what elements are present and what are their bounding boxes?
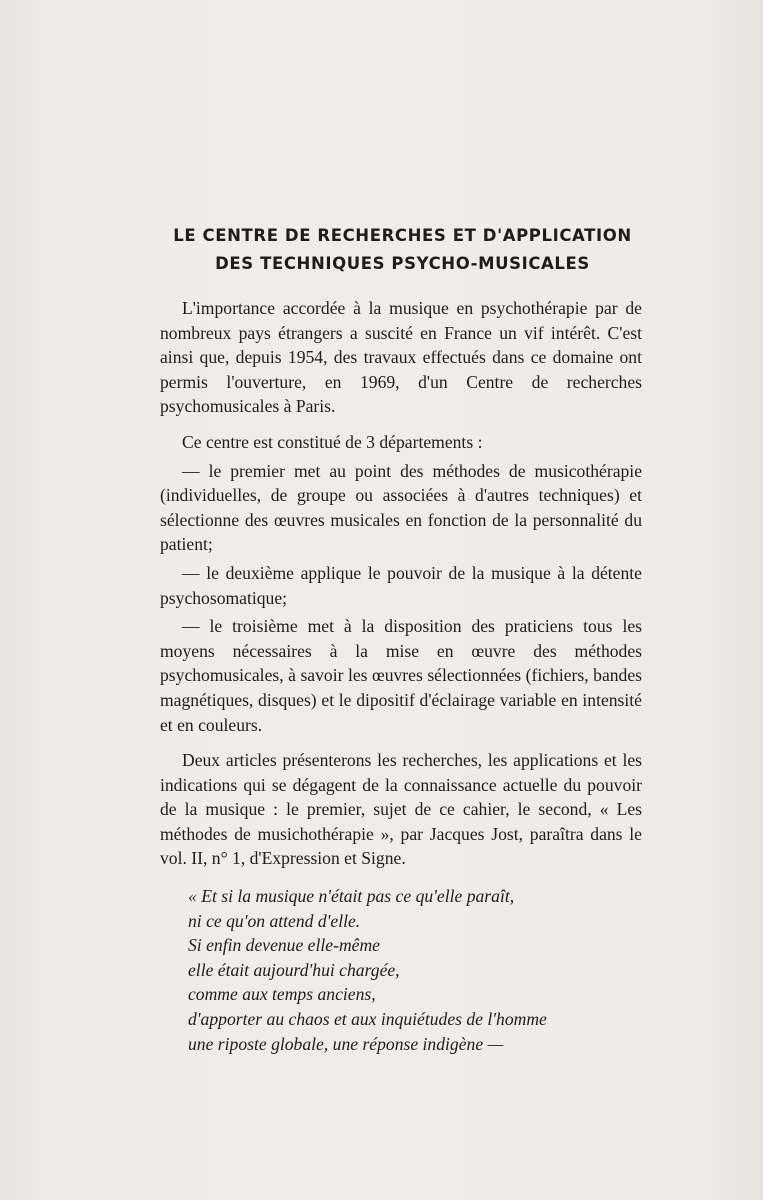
- poem-quote: [188, 884, 648, 1056]
- poem-line-7: une riposte globale, une réponse indigène —: [188, 1033, 504, 1054]
- article-title: [160, 222, 645, 278]
- department-item-3: — le troisième met à la disposition des praticiens tous les moyens nécessaires à la mise en œuvre des méthodes psychomusicales, à savoir les œuvres sélectionnées (fichiers, bandes magnétiques, disques) et le dipositif d'éclairage variable en intensité et en couleurs.: [160, 616, 642, 735]
- departments-intro: Ce centre est constitué de 3 départements :: [182, 431, 483, 452]
- poem-line-3: Si enfin devenue elle-même: [188, 935, 380, 956]
- intro-paragraph: L'importance accordée à la musique en psychothérapie par de nombreux pays étrangers a suscité en France un vif intérêt. C'est ainsi que, depuis 1954, des travaux effectués dans ce domaine ont permis l'ouverture, en 1969, d'un Centre de recherches psychomusicales à Paris.: [160, 298, 642, 417]
- poem-line-4: elle était aujourd'hui chargée,: [188, 959, 400, 980]
- department-item-1: — le premier met au point des méthodes de musicothérapie (individuelles, de groupe ou associées à d'autres techniques) et sélectionne des œuvres musicales en fonction de la personnalité du patient;: [160, 460, 642, 555]
- article-body: [160, 296, 642, 882]
- poem-line-1: « Et si la musique n'était pas ce qu'elle paraît,: [188, 886, 515, 906]
- closing-paragraph: Deux articles présenterons les recherches, les applications et les indications qui se dégagent de la connaissance actuelle du pouvoir de la musique : le premier, sujet de ce cahier, le second, « Les méthodes de musichothérapie », par Jacques Jost, paraîtra dans le vol. II, n° 1, d'Expression et Signe.: [160, 750, 642, 869]
- poem-line-2: ni ce qu'on attend d'elle.: [188, 910, 361, 931]
- title-line-1: LE CENTRE DE RECHERCHES ET D'APPLICATION: [173, 226, 632, 245]
- title-line-2: DES TECHNIQUES PSYCHO-MUSICALES: [215, 254, 590, 273]
- poem-line-6: d'apporter au chaos et aux inquiétudes de l'homme: [188, 1008, 547, 1029]
- poem-line-5: comme aux temps anciens,: [188, 984, 376, 1005]
- department-item-2: — le deuxième applique le pouvoir de la musique à la détente psychosomatique;: [160, 562, 642, 608]
